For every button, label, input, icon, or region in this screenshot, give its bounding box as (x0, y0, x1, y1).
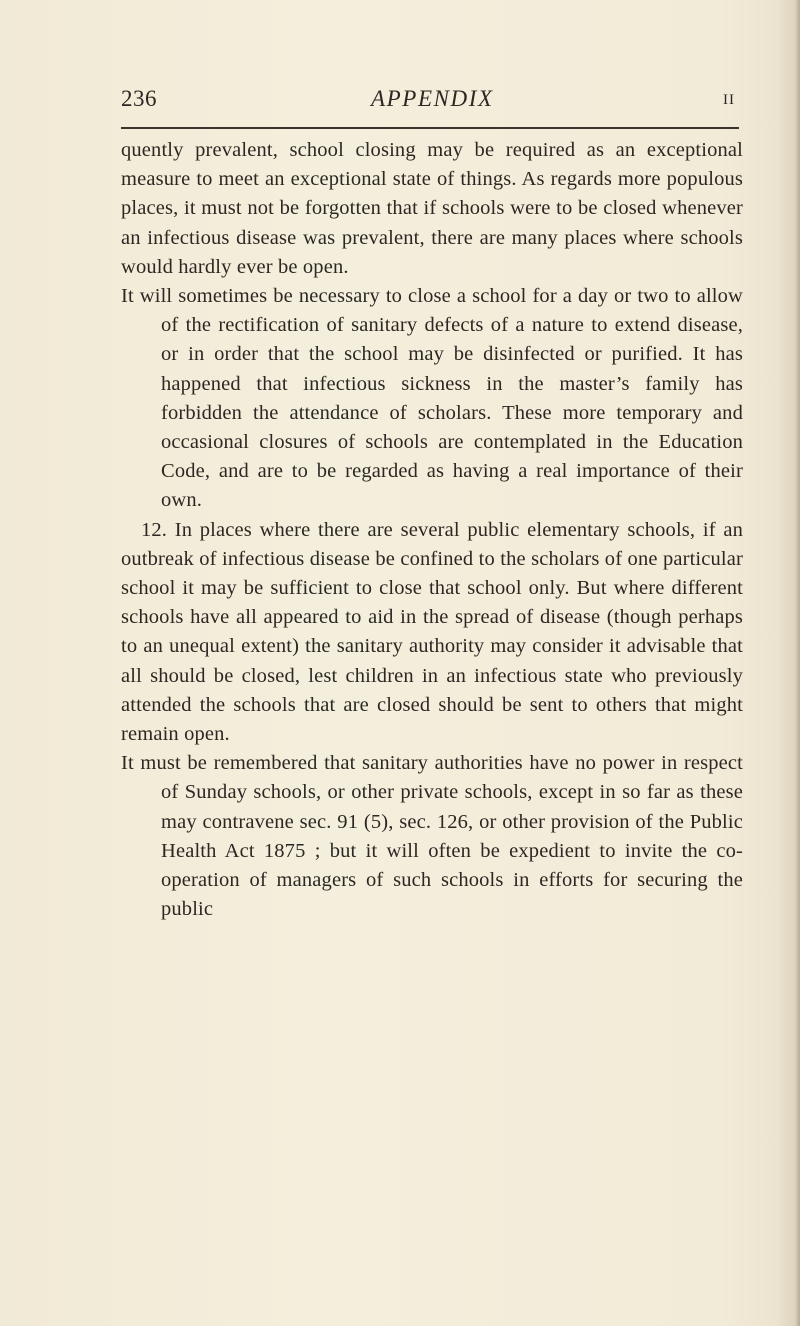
page-header (121, 86, 739, 122)
paragraph-12: 12. In places where there are several public elementary schools, if an outbreak of infectious disease be confined to the scholars of one particular school it may be sufficient to close that school only. But where different schools have all appeared to aid in the spread of disease (though perhaps to an unequal extent) the sanitary authority may consider it advisable that all should be closed, lest children in an infectious state who previously attended the schools that are closed should be sent to others that might remain open. (121, 518, 743, 746)
page-number: 236 (121, 86, 157, 111)
section-mark: II (723, 92, 735, 108)
paragraph-sunday-schools: It must be remembered that sanitary authorities have no power in respect of Sunday schools, or other private schools, except in so far as these may contravene sec. 91 (5), sec. 126, or other provision of the Public Health Act 1875 ; but it will often be expedient to invite the co-operation of managers of such schools in efforts for securing the public (121, 752, 743, 921)
paragraph-continued: quently prevalent, school closing may be required as an exceptional measure to meet an exceptional state of things. As regards more populous places, it must not be forgotten that if schools were to be closed whenever an infectious disease was prevalent, there are many places where schools would hardly ever be open. (121, 139, 743, 278)
body-text (121, 136, 743, 924)
page-edge-shadow (795, 0, 800, 1326)
paragraph-school-closures: It will sometimes be necessary to close a school for a day or two to allow of the rectification of sanitary defects of a nature to extend disease, or in order that the school may be disinfected or purified. It has happened that infectious sickness in the master’s family has forbidden the attendance of scholars. These more temporary and occasional closures of schools are contemplated in the Education Code, and are to be regarded as having a real importance of their own. (121, 285, 743, 512)
header-rule (121, 127, 739, 129)
running-head: APPENDIX (371, 86, 494, 111)
